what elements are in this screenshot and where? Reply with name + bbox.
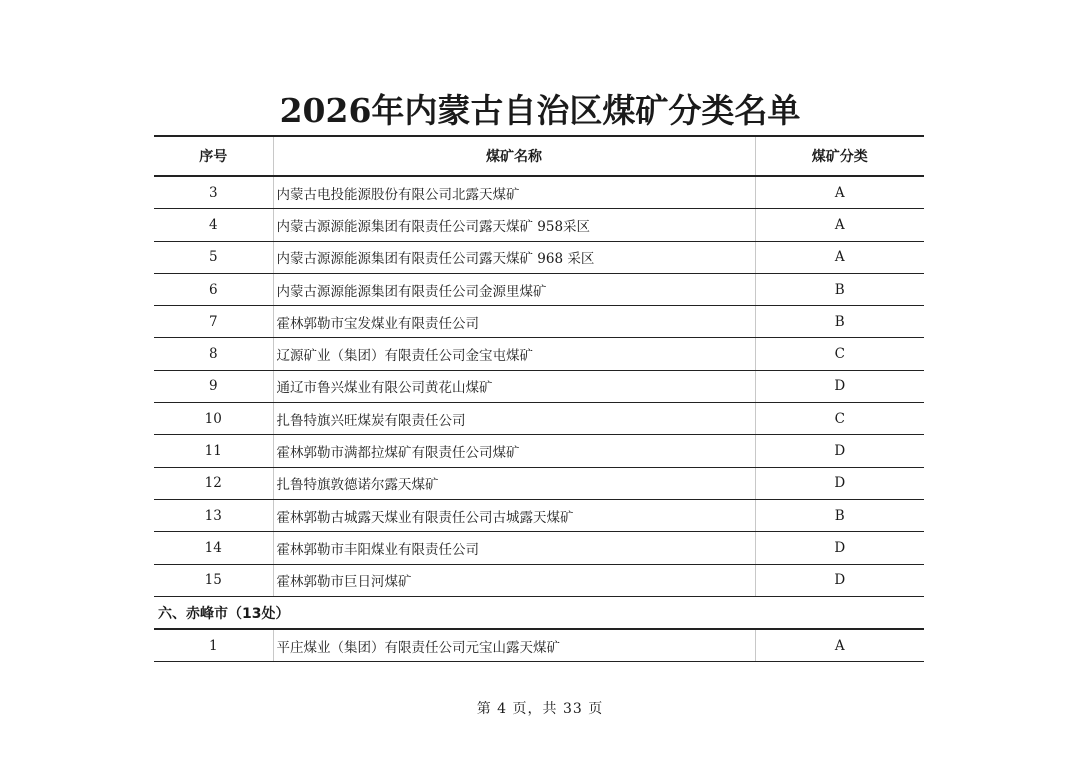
- row-category: D: [755, 467, 924, 499]
- row-category: C: [755, 403, 924, 435]
- table-row: [154, 467, 924, 499]
- table-header-row: [154, 136, 924, 176]
- row-name: 平庄煤业（集团）有限责任公司元宝山露天煤矿: [273, 629, 755, 662]
- table-row: [154, 176, 924, 209]
- section-heading: 六、赤峰市（13处）: [154, 596, 924, 629]
- row-name: 通辽市鲁兴煤业有限公司黄花山煤矿: [273, 370, 755, 402]
- row-no: 10: [154, 403, 273, 435]
- row-no: 4: [154, 209, 273, 241]
- row-category: A: [755, 629, 924, 662]
- table-row: [154, 273, 924, 305]
- table-row: [154, 370, 924, 402]
- row-category: D: [755, 532, 924, 564]
- table-row: [154, 499, 924, 531]
- coal-mine-table: [154, 135, 924, 662]
- row-no: 14: [154, 532, 273, 564]
- row-name: 内蒙古电投能源股份有限公司北露天煤矿: [273, 176, 755, 209]
- row-no: 12: [154, 467, 273, 499]
- header-name: 煤矿名称: [273, 136, 755, 176]
- row-category: A: [755, 241, 924, 273]
- row-no: 7: [154, 306, 273, 338]
- row-no: 11: [154, 435, 273, 467]
- row-name: 扎鲁特旗兴旺煤炭有限责任公司: [273, 403, 755, 435]
- row-category: D: [755, 370, 924, 402]
- table-row: [154, 403, 924, 435]
- row-name: 内蒙古源源能源集团有限责任公司露天煤矿 958采区: [273, 209, 755, 241]
- row-no: 9: [154, 370, 273, 402]
- row-name: 霍林郭勒古城露天煤业有限责任公司古城露天煤矿: [273, 499, 755, 531]
- table-row: [154, 532, 924, 564]
- table-row: [154, 241, 924, 273]
- row-no: 8: [154, 338, 273, 370]
- table-row: [154, 564, 924, 596]
- header-category: 煤矿分类: [755, 136, 924, 176]
- row-category: C: [755, 338, 924, 370]
- row-name: 霍林郭勒市宝发煤业有限责任公司: [273, 306, 755, 338]
- table-row: [154, 209, 924, 241]
- row-no: 5: [154, 241, 273, 273]
- row-category: B: [755, 499, 924, 531]
- row-category: D: [755, 564, 924, 596]
- row-category: A: [755, 176, 924, 209]
- table-row: [154, 629, 924, 662]
- row-name: 扎鲁特旗敦德诺尔露天煤矿: [273, 467, 755, 499]
- row-category: B: [755, 273, 924, 305]
- header-no: 序号: [154, 136, 273, 176]
- row-name: 霍林郭勒市满都拉煤矿有限责任公司煤矿: [273, 435, 755, 467]
- page-footer: 第 4 页，共 33 页: [476, 701, 604, 717]
- row-name: 霍林郭勒市巨日河煤矿: [273, 564, 755, 596]
- row-no: 13: [154, 499, 273, 531]
- row-name: 霍林郭勒市丰阳煤业有限责任公司: [273, 532, 755, 564]
- row-category: A: [755, 209, 924, 241]
- row-name: 内蒙古源源能源集团有限责任公司金源里煤矿: [273, 273, 755, 305]
- table-row: [154, 306, 924, 338]
- section-heading-row: [154, 596, 924, 629]
- table-row: [154, 338, 924, 370]
- row-no: 1: [154, 629, 273, 662]
- row-no: 6: [154, 273, 273, 305]
- row-no: 3: [154, 176, 273, 209]
- row-category: D: [755, 435, 924, 467]
- page-title: 2026年内蒙古自治区煤矿分类名单: [279, 91, 801, 130]
- row-name: 内蒙古源源能源集团有限责任公司露天煤矿 968 采区: [273, 241, 755, 273]
- row-no: 15: [154, 564, 273, 596]
- row-name: 辽源矿业（集团）有限责任公司金宝屯煤矿: [273, 338, 755, 370]
- table-row: [154, 435, 924, 467]
- row-category: B: [755, 306, 924, 338]
